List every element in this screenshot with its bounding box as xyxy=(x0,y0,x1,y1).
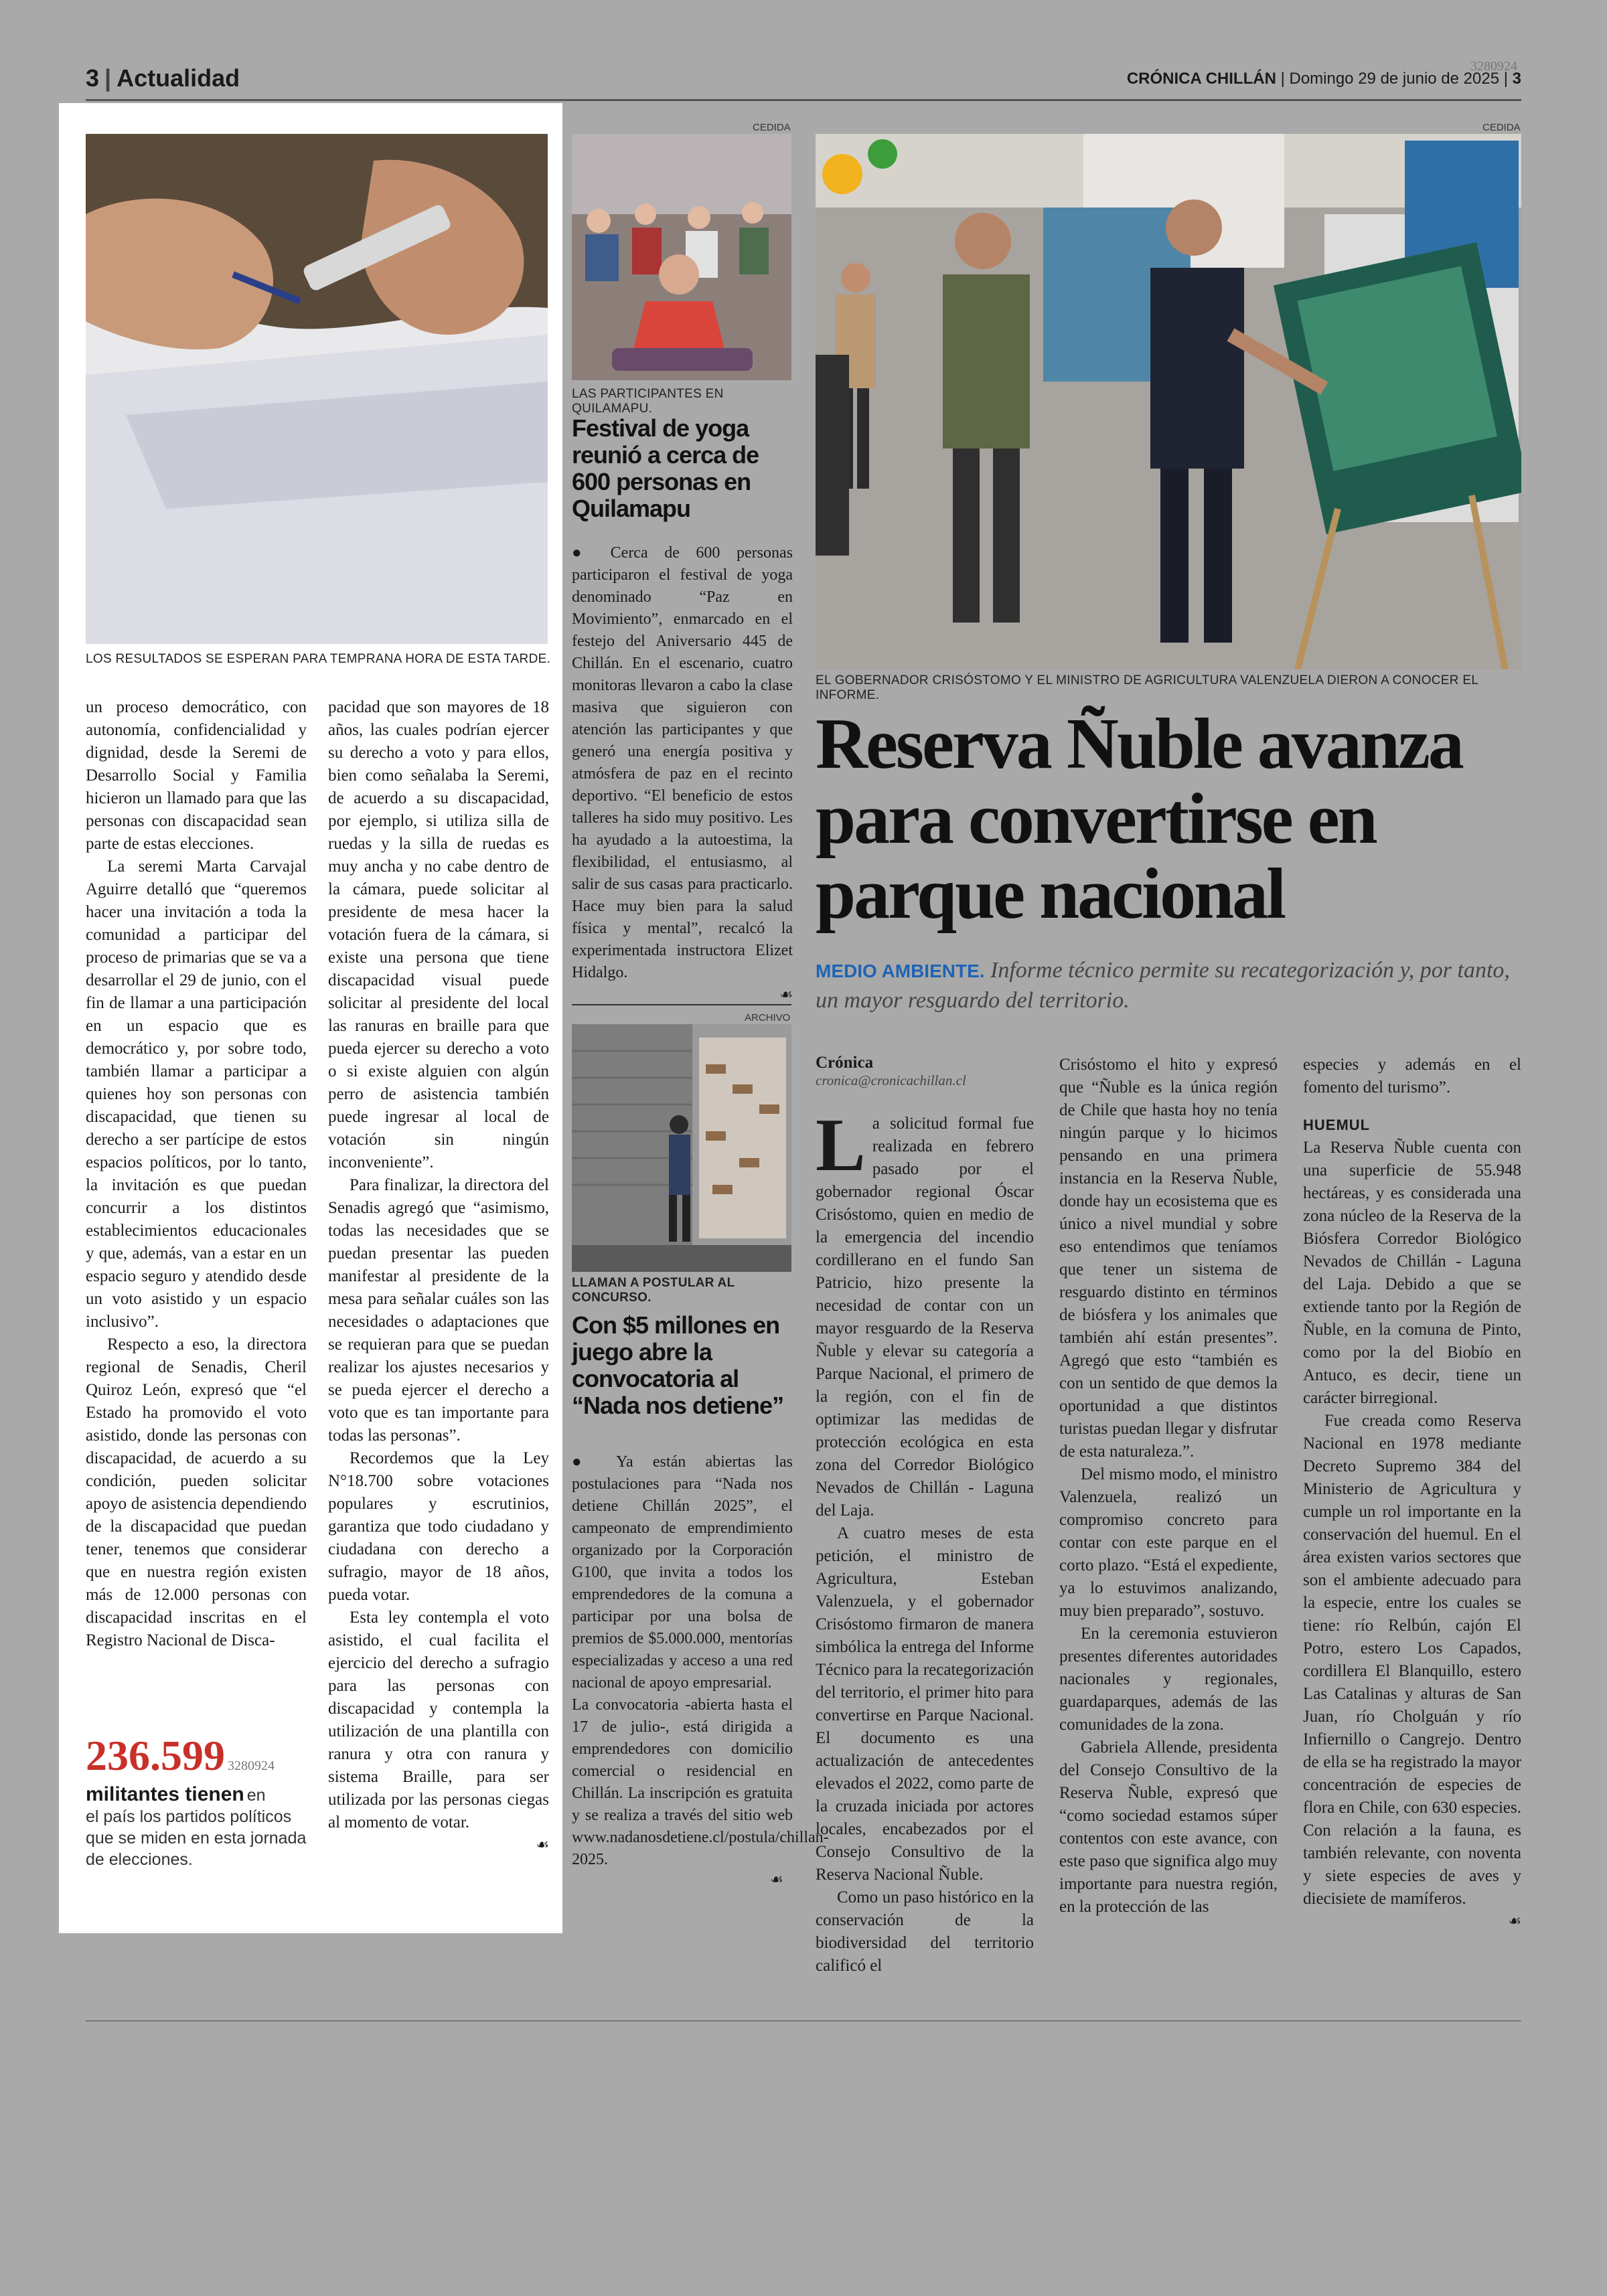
paragraph: La solicitud formal fue realizada en febrero pasado por el gobernador regional Óscar Crisóstomo, quien en medio de la emergencia del incendio cordillerano en el fundo San Patricio, hizo presente la necesidad de contar con un mayor resguardo de la Reserva Ñuble y elevar su categoría a Parque Nacional, el primero de la región, con el fin de optimizar las medidas de protección ecológica en esta zona del Corredor Biológico Nevados de Chillán - Laguna del Laja. xyxy=(816,1104,1034,1520)
stat-code: 3280924 xyxy=(228,1758,275,1773)
byline-block xyxy=(816,1054,1037,1089)
main-photo-credit: CEDIDA xyxy=(1482,122,1521,133)
paragraph: Crisóstomo el hito y expresó que “Ñuble es la única región de Chile que hasta hoy no tenía ningún parque y lo hicimos pensando en una primera instancia en la Reserva Ñuble, donde hay un ecosistema que es único a nivel mundial y sobre eso entendimos que teníamos que tener un sistema de resguardo distinto en términos de biósfera y los animales que también ahí están presentes”. Agregó que esto “también es con un sentido de que demos la oportunidad a que distintos turistas puedan llegar y disfrutar de esta naturaleza.”. xyxy=(1059,1056,1278,1461)
paragraph: ● Cerca de 600 personas participaron el festival de yoga denominado “Paz en Movimiento”, enmarcado en el festejo del Aniversario 445 de Chillán. En el escenario, cuatro monitoras llevaron a cabo la clase masiva que siguieron con atención las participantes y que generó una energía positiva y atmósfera de paz en el recinto deportivo. “El beneficio de estos talleres ha sido muy positivo. Les ha ayudado a la autoestima, la flexibilidad, el entusiasmo, al salir de sus casas para practicarlo. Hace muy bien para la salud física y mental”, recalcó la experimentada instructora Elizet Hidalgo. xyxy=(572,544,793,981)
paragraph: En la ceremonia estuvieron presentes diferentes autoridades nacionales y regionales, guardaparques, además de las comunidades de la zona. xyxy=(1059,1625,1278,1734)
end-of-article-icon: ☙ xyxy=(770,1872,783,1888)
section-name: Actualidad xyxy=(117,64,240,92)
left-article-column-2 xyxy=(328,696,549,1857)
paragraph: ● Ya están abiertas las postulaciones para “Nada nos detiene Chillán 2025”, el campeonato de emprendimiento organizado por la Corporación G100, que invita a todos los emprendedores de la comuna a participar por una bolsa de premios de $5.000.000, mentorías especializadas y acceso a una red nacional de apoyo empresarial. xyxy=(572,1453,793,1692)
subhead-huemul: HUEMUL xyxy=(1303,1117,1371,1133)
paragraph: Del mismo modo, el ministro Valenzuela, realizó un compromiso concreto para contar con este parque en el corto plazo. “Está el expediente, ya lo estuvimos analizando, muy bien preparado”, sostuvo. xyxy=(1059,1465,1278,1620)
stat-label-suffix: en xyxy=(246,1786,266,1805)
paragraph: Para finalizar, la directora del Senadis agregó que “asimismo, todas las necesidades que se puedan presentar las pueden manifestar al presidente de la mesa para señalar cuáles son las necesidades o adaptaciones que se requieran para que se puedan realizar los ajustes necesarios y se pueda ejercer el derecho a voto que es tan importante para todas las personas”. xyxy=(328,1176,549,1445)
ceremony-illustration xyxy=(816,134,1521,669)
paragraph: especies y además en el fomento del turismo”. xyxy=(1303,1056,1521,1096)
hands-writing-illustration xyxy=(86,134,548,644)
byline-email: cronica@cronicachillan.cl xyxy=(816,1072,966,1088)
main-article-column-2 xyxy=(1059,1054,1278,1918)
main-photo-caption: EL GOBERNADOR CRISÓSTOMO Y EL MINISTRO DE AGRICULTURA VALENZUELA DIERON A CONOCER EL INFORME. xyxy=(816,673,1478,702)
stat-label: militantes tienen xyxy=(86,1783,244,1805)
voting-photo xyxy=(86,134,548,644)
paragraph: La Reserva Ñuble cuenta con una superficie de 55.948 hectáreas, y es considerada una zona núcleo de la Reserva de la Biósfera Corredor Biológico Nevados de Chillán - Laguna del Laja. Debido a que se extiende tanto por la Región de Ñuble, en la comuna de Pinto, como por la del Biobío en Antuco, es decir, tiene un carácter birregional. xyxy=(1303,1139,1521,1407)
storefront-illustration xyxy=(572,1024,791,1272)
page-code: 3280924 xyxy=(1470,59,1517,74)
page-number-left: 3 xyxy=(86,64,100,92)
end-of-article-icon: ☙ xyxy=(536,1837,549,1854)
paragraph: Respecto a eso, la directora regional de Senadis, Cheril Quiroz León, expresó que “el Estado ha promovido el voto asistido, donde las personas con discapacidad, de acuerdo a su condición, pueden solicitar apoyo de asistencia dependiendo de la discapacidad que puedan tener, tenemos que considerar que en nuestra región existen más de 12.000 personas con discapacidad inscritas en el Registro Nacional de Disca- xyxy=(86,1335,307,1649)
contest-brief-body xyxy=(572,1451,829,1871)
yoga-photo-credit: CEDIDA xyxy=(753,122,791,133)
contest-photo xyxy=(572,1024,791,1272)
paragraph: La seremi Marta Carvajal Aguirre detalló que “queremos hacer una invitación a toda la comunidad a participar del proceso de primarias que se va a desarrollar el 29 de junio, con el fin de llamar a una participación en un espacio que es democrático y, por sobre todo, también llamar a participar a quienes hoy son personas con discapacidad, que tienen su derecho a ser partícipe de estos espacios políticos, por lo tanto, la invitación es que puedan concurrir a los distintos establecimientos educacionales y que, además, van a estar en un espacio seguro y atendido desde un voto asistido y un espacio inclusivo”. xyxy=(86,857,307,1331)
stat-box xyxy=(86,1731,313,1870)
yoga-class-illustration xyxy=(572,134,791,380)
paragraph: La convocatoria -abierta hasta el 17 de julio-, está dirigida a emprendedores con domicilio comercial o residencial en Chillán. La inscripción es gratuita y se realiza a través del sitio web www.nadanosdetiene.cl/postula/chillan-2025. xyxy=(572,1696,829,1868)
paragraph: Esta ley contempla el voto asistido, el cual facilita el ejercicio del derecho a sufragio para las personas con discapacidad y contempla la utilización de una plantilla con ranura y otra con ranura y sistema Braille, para ser utilizada por las personas ciegas al momento de votar. xyxy=(328,1609,549,1831)
yoga-photo xyxy=(572,134,791,380)
footer-rule xyxy=(86,2020,1521,2022)
section-header: 3 | Actualidad xyxy=(86,64,240,92)
main-deck xyxy=(816,956,1521,1015)
paragraph: A cuatro meses de esta petición, el ministro de Agricultura, Esteban Valenzuela, y el gobernador Crisóstomo firmaron de manera simbólica la entrega del Informe Técnico para la recategorización del territorio, el primer hito para convertirse en Parque Nacional. El documento es una actualización de antecedentes elevados el 2022, como parte de la cruzada iniciada por actores locales, encabezados por el Consejo Consultivo de la Reserva Nacional Ñuble. xyxy=(816,1524,1034,1884)
publication-date: Domingo 29 de junio de 2025 xyxy=(1289,70,1500,88)
paragraph: un proceso democrático, con autonomía, confidencialidad y dignidad, desde la Seremi de Desarrollo Social y Familia hicieron un llamado para que las personas con discapacidad sean parte de estas elecciones. xyxy=(86,698,307,853)
main-headline: Reserva Ñuble avanza para convertirse en parque nacional xyxy=(816,704,1462,934)
main-article-column-3 xyxy=(1303,1054,1521,1933)
header-rule xyxy=(86,99,1521,101)
contest-brief-title: Con $5 millones en juego abre la convocatoria al “Nada nos detiene” xyxy=(572,1311,784,1419)
yoga-brief-title: Festival de yoga reunió a cerca de 600 personas en Quilamapu xyxy=(572,414,759,522)
paragraph: Como un paso histórico en la conservación de la biodiversidad del territorio calificó el xyxy=(816,1888,1034,1975)
drop-cap: L xyxy=(816,1104,866,1187)
publication-name: CRÓNICA CHILLÁN xyxy=(1126,70,1276,88)
deck-text: Informe técnico permite su recategorización y, por tanto, un mayor resguardo del territorio. xyxy=(816,958,1510,1013)
paragraph: pacidad que son mayores de 18 años, las cuales podrían ejercer su derecho a voto y para ellos, bien como señalaba la Seremi, de acuerdo a su discapacidad, por ejemplo, si utiliza silla de ruedas y la silla de ruedas es muy ancha y no cabe dentro de la cámara, puede solicitar al presidente de mesa hacer la votación fuera de la cámara, si existe una persona que tiene discapacidad visual puede solicitar al presidente del local las ranuras en braille para que pueda ejercer su derecho a voto o si existe alguien con algún perro de asistencia también puede ingresar al local de votación sin ningún inconveniente”. xyxy=(328,698,549,1171)
end-of-article-icon: ☙ xyxy=(1508,1913,1521,1930)
contest-photo-credit: ARCHIVO xyxy=(745,1012,791,1023)
paragraph: Recordemos que la Ley N°18.700 sobre votaciones populares y escrutinios, garantiza que todo ciudadano y ciudadana con derecho a sufragio, mayor de 18 años, pueda votar. xyxy=(328,1449,549,1604)
yoga-photo-caption: LAS PARTICIPANTES EN QUILAMAPU. xyxy=(572,387,724,416)
end-of-article-icon: ☙ xyxy=(779,987,793,1003)
section-tag: MEDIO AMBIENTE. xyxy=(816,961,985,981)
main-photo xyxy=(816,134,1521,669)
page-number-right: 3 xyxy=(1512,70,1521,88)
brief-divider xyxy=(572,1004,791,1005)
publication-line: CRÓNICA CHILLÁN | Domingo 29 de junio de 2025 | 3 xyxy=(1126,70,1521,88)
contest-photo-caption: LLAMAN A POSTULAR AL CONCURSO. xyxy=(572,1276,735,1305)
yoga-brief-body xyxy=(572,542,793,1006)
left-article-column-1 xyxy=(86,696,307,1652)
stat-number: 236.599 xyxy=(86,1732,225,1779)
main-article-column-1 xyxy=(816,1104,1034,1977)
paragraph: Gabriela Allende, presidenta del Consejo Consultivo de la Reserva Ñuble, expresó que “como sociedad estamos súper contentos con este avance, con este paso que significa algo muy importante para nuestra región, en la protección de las xyxy=(1059,1738,1278,1916)
paragraph: Fue creada como Reserva Nacional en 1978 mediante Decreto Supremo 384 del Ministerio de Agricultura y cumple un rol importante en la conservación del huemul. En el área existen varios sectores que son el ambiente adecuado para la especie, entre los cuales se tiene: río Relbún, cajón El Potro, estero Los Capados, cordillera El Blanquillo, estero Las Catalinas y alturas de San Juan, río Cholguán y río Infiernillo o Cangrejo. Dentro de ella se ha registrado la mayor concentración de especies de flora en Chile, con 630 especies. Con relación a la fauna, es también relevante, con noventa y siete especies de aves y diecisiete de mamíferos. xyxy=(1303,1412,1521,1908)
voting-photo-caption: LOS RESULTADOS SE ESPERAN PARA TEMPRANA HORA DE ESTA TARDE. xyxy=(86,652,551,666)
byline-author: Crónica xyxy=(816,1054,874,1072)
stat-description: el país los partidos políticos que se miden en esta jornada de elecciones. xyxy=(86,1807,307,1869)
